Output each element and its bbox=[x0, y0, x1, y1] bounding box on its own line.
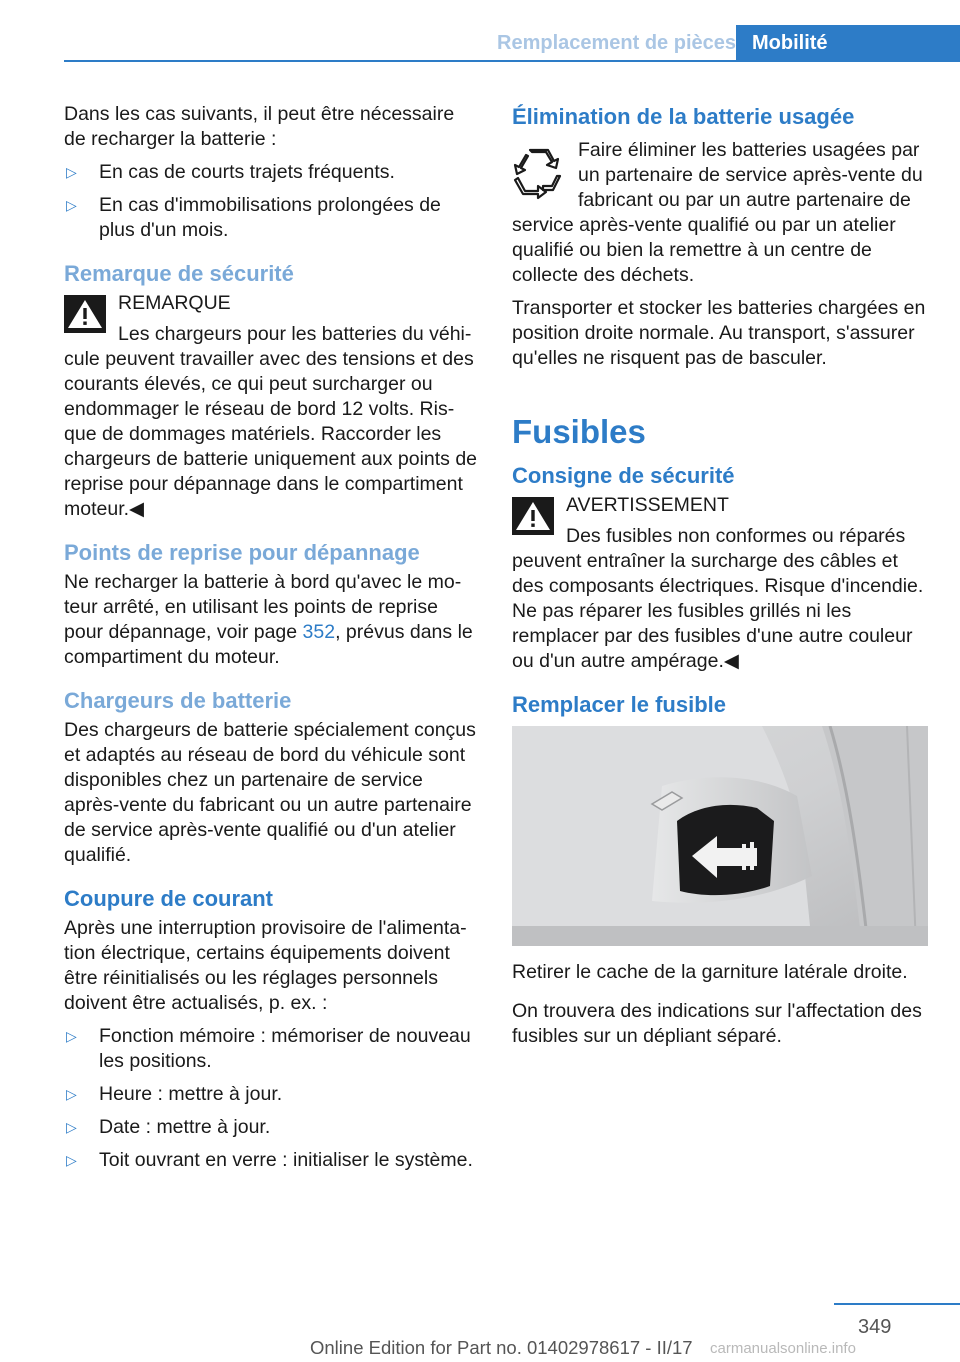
notice-title: AVERTISSEMENT bbox=[566, 494, 729, 516]
transport-text: Transporter et stocker les batteries chargées en position droite normale. Au transport, s'assurer qu'elles ne risquent pas de basculer. bbox=[512, 297, 926, 369]
recycle-icon bbox=[512, 144, 566, 200]
triangle-bullet-icon: ▷ bbox=[66, 164, 77, 180]
chargers-heading: Chargeurs de batterie bbox=[64, 688, 292, 713]
notice-title: REMARQUE bbox=[118, 292, 231, 314]
disposal-heading: Élimination de la batterie usagée bbox=[512, 104, 855, 129]
fuses-chapter-title: Fusibles bbox=[512, 413, 646, 450]
warning-triangle-icon bbox=[64, 295, 106, 333]
power-cut-bullet-list bbox=[64, 1024, 480, 1173]
triangle-bullet-icon: ▷ bbox=[66, 1086, 77, 1102]
fuse-info-text: On trouvera des indications sur l'affectation des fusibles sur un dépliant séparé. bbox=[512, 1000, 922, 1047]
disposal-block bbox=[512, 138, 928, 288]
intro-bullet-list bbox=[64, 160, 480, 243]
jump-start-text: Ne recharger la batterie à bord qu'avec le moteur arrêté, en utilisant les points de reprise pour dépannage, voir page 352, prévus dans le compartiment du moteur. bbox=[64, 571, 473, 668]
header-section-title: Remplacement de pièces bbox=[497, 32, 736, 54]
notice-body: Des fusibles non conformes ou réparés peuvent entraîner la surcharge des câbles et des composants électriques. Risque d'incendie. Ne pas réparer les fusibles grillés ni les remplacer par des fusibles d'une autre couleur ou d'un autre ampérage.◀ bbox=[512, 525, 924, 672]
page-number: 349 bbox=[858, 1316, 892, 1338]
footer-edition: Online Edition for Part no. 01402978617 - II/17 bbox=[310, 1337, 693, 1358]
notice-body: Les chargeurs pour les batteries du véhicule peuvent travailler avec des tensions et des courants élevés, ce qui peut surcharger ou endommager le réseau de bord 12 volts. Risque de dommages matériels. Raccorder les chargeurs de batterie uniquement aux points de reprise pour dépannage dans le compartiment moteur.◀ bbox=[64, 323, 478, 520]
power-cut-text: Après une interruption provisoire de l'alimentation électrique, certains équipements doivent être réinitialisés ou les réglages personnels doivent être actualisés, p. ex. : bbox=[64, 917, 467, 1014]
list-item: ▷ En cas de courts trajets fréquents. bbox=[66, 161, 395, 183]
jump-start-heading: Points de reprise pour dépannage bbox=[64, 540, 420, 565]
list-item: ▷ Heure : mettre à jour. bbox=[66, 1083, 283, 1105]
list-item: ▷ Toit ouvrant en verre : initialiser le système. bbox=[66, 1149, 473, 1171]
list-item: ▷ Fonction mémoire : mémoriser de nouveau les positions. bbox=[66, 1025, 471, 1072]
header-rule bbox=[64, 60, 960, 62]
fuse-cover-photo bbox=[512, 726, 928, 946]
battery-intro: Dans les cas suivants, il peut être nécessaire de recharger la batterie : bbox=[64, 103, 455, 150]
fuse-warning-notice bbox=[512, 493, 928, 674]
triangle-bullet-icon: ▷ bbox=[66, 1119, 77, 1135]
warning-triangle-icon bbox=[512, 497, 554, 535]
power-cut-heading: Coupure de courant bbox=[64, 886, 274, 911]
triangle-bullet-icon: ▷ bbox=[66, 1028, 77, 1044]
fuse-safety-heading: Consigne de sécurité bbox=[512, 463, 735, 488]
triangle-bullet-icon: ▷ bbox=[66, 197, 77, 213]
header-chapter-tab: Mobilité bbox=[736, 25, 960, 62]
right-column bbox=[512, 102, 928, 1057]
replace-step-text: Retirer le cache de la garniture latérale droite. bbox=[512, 961, 908, 983]
page-link[interactable]: 352 bbox=[302, 621, 336, 643]
watermark: carmanualsonline.info bbox=[710, 1340, 856, 1357]
disposal-text: Faire éliminer les batteries usagées par un partenaire de service après-vente du fabricant ou par un autre partenaire de service après-vente qualifié ou par un atelier qualifié ou bien la remettre à un centre de collecte des déchets. bbox=[512, 139, 923, 286]
footer-rule bbox=[834, 1303, 960, 1305]
replace-fuse-heading: Remplacer le fusible bbox=[512, 692, 726, 717]
list-item: ▷ En cas d'immobilisations prolongées de plus d'un mois. bbox=[66, 194, 441, 241]
list-item: ▷ Date : mettre à jour. bbox=[66, 1116, 271, 1138]
safety-notice bbox=[64, 291, 480, 522]
chargers-text: Des chargeurs de batterie spécialement conçus et adaptés au réseau de bord du véhicule sont disponibles chez un partenaire de service après-vente du fabricant ou un autre partenaire de service après-vente qualifié ou d'un atelier qualifié. bbox=[64, 719, 476, 866]
triangle-bullet-icon: ▷ bbox=[66, 1152, 77, 1168]
safety-heading: Remarque de sécurité bbox=[64, 261, 294, 286]
left-column bbox=[64, 102, 480, 1181]
